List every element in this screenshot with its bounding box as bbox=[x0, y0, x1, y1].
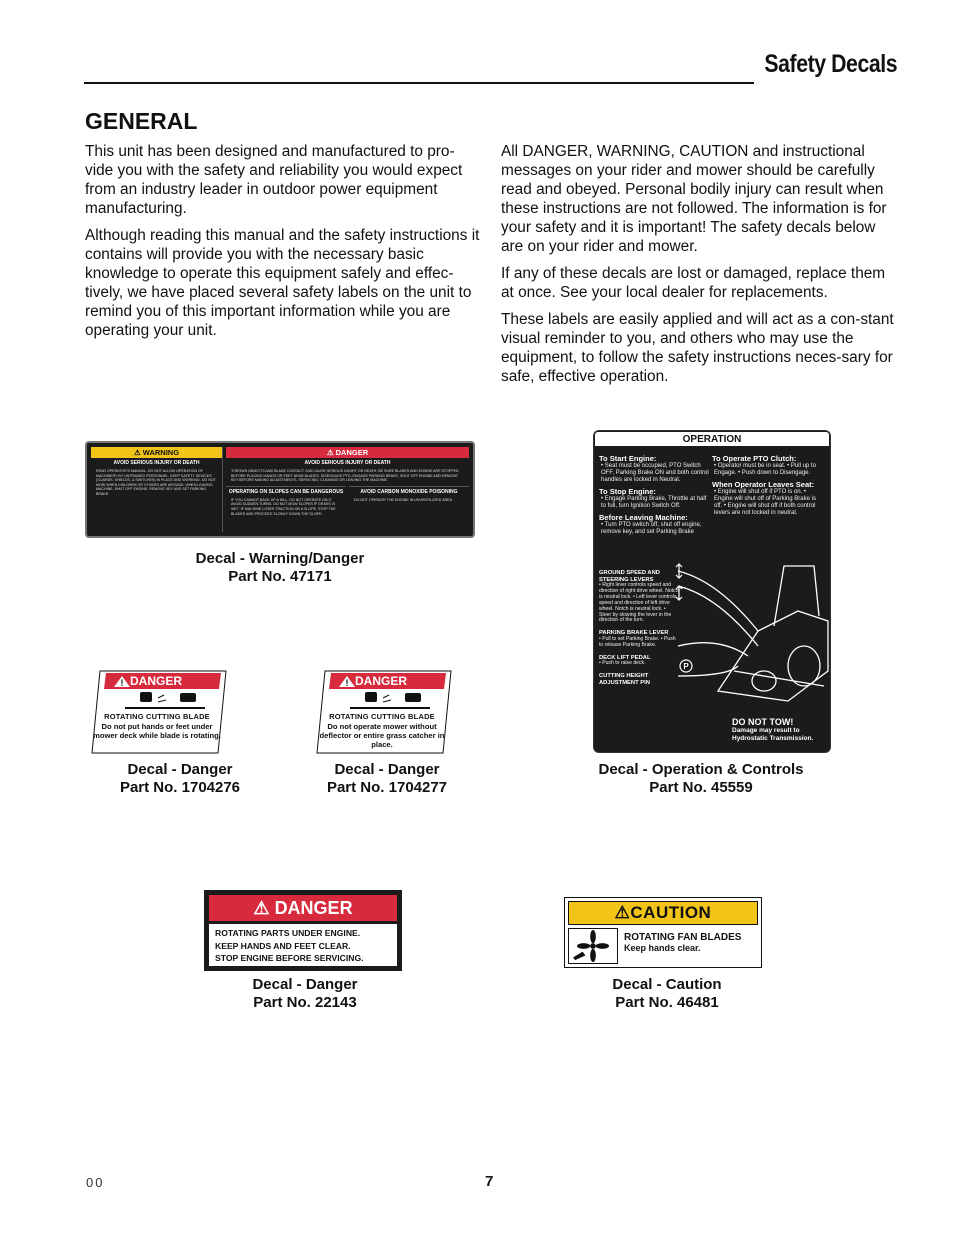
danger-line: ROTATING PARTS UNDER ENGINE. bbox=[215, 928, 361, 938]
ground-speed-text: • Right lever controls speed and direction of right drive wheel. Notch is neutral lock. • Left lever controls speed and direction of left drive wheel. Notch is neutral lock. • Steer by slowing the lever in the direction of the turn. bbox=[599, 582, 679, 624]
danger-band: ⚠ DANGER bbox=[209, 895, 397, 921]
co-heading: AVOID CARBON MONOXIDE POISONING bbox=[360, 488, 458, 495]
mower-illustration bbox=[674, 556, 830, 716]
caption-1704277: Decal - Danger Part No. 1704277 bbox=[326, 761, 448, 796]
deck-lift-text: • Push to raise deck. bbox=[599, 660, 646, 667]
warning-triangle-icon: ⚠ bbox=[253, 898, 275, 918]
caption-warning-danger: Decal - Warning/Danger Part No. 47171 bbox=[195, 550, 365, 585]
leaves-seat-text: • Engine will shut off if PTO is on. • Engine will shut off of Parking Brake is off. • Engine will shut off if both control levers are not locked in neutral. bbox=[714, 489, 816, 516]
caption-1704276: Decal - Danger Part No. 1704276 bbox=[119, 761, 241, 796]
start-heading: To Start Engine: bbox=[599, 454, 657, 463]
svg-text:!: ! bbox=[345, 678, 349, 688]
page-title: Safety Decals bbox=[764, 50, 897, 78]
leave-heading: Before Leaving Machine: bbox=[599, 513, 688, 522]
warning-text: READ OPERATOR'S MANUAL. DO NOT ALLOW OPERATION OF MACHINERY BY UNTRAINED PERSONNEL. KEEP SAFETY DEVICES (GUARDS, SHIELDS, & SWITCHES) IN PLACE AND WORKING. DO NOT MOW WHEN CHILDREN OR OTHERS ARE AROUND. WHEN LEAVING MACHINE, SHUT OFF ENGINE, REMOVE KEY AND SET PARKING BRAKE. bbox=[96, 469, 216, 496]
stop-heading: To Stop Engine: bbox=[599, 487, 656, 496]
up-down-arrow-icon bbox=[676, 564, 682, 578]
caution-line: Keep hands clear. bbox=[624, 943, 701, 953]
slopes-heading: OPERATING ON SLOPES CAN BE DANGEROUS bbox=[228, 488, 344, 495]
stop-text: • Engage Parking Brake, Throttle at half to full, turn Ignition Switch Off. bbox=[601, 496, 707, 509]
pto-heading: To Operate PTO Clutch: bbox=[712, 454, 797, 463]
co-text: DO NOT OPERATE THE ENGINE IN UNVENTILATED AREA. bbox=[354, 497, 453, 502]
caution-line: ROTATING FAN BLADES bbox=[624, 932, 742, 943]
danger-line: STOP ENGINE BEFORE SERVICING. bbox=[215, 953, 364, 963]
danger-subhead: AVOID SERIOUS INJURY OR DEATH bbox=[304, 460, 391, 466]
danger-head: DANGER bbox=[130, 674, 183, 688]
warning-triangle-icon: ⚠ bbox=[614, 903, 631, 922]
decal-warning-danger bbox=[85, 441, 475, 538]
do-not-tow-heading: DO NOT TOW! bbox=[732, 717, 794, 727]
section-heading: GENERAL bbox=[85, 108, 198, 134]
fan-blade-icon bbox=[568, 928, 618, 964]
header-rule bbox=[84, 82, 754, 84]
paragraph: If any of these decals are lost or damaged, replace them at once. See your local dealer for replacements. bbox=[501, 265, 886, 301]
decal-caution-46481 bbox=[564, 897, 762, 968]
footer-code: 00 bbox=[86, 1175, 105, 1190]
decal-operation bbox=[593, 430, 831, 753]
warning-triangle-icon: ⚠ bbox=[133, 448, 143, 457]
left-column bbox=[85, 142, 480, 348]
paragraph: All DANGER, WARNING, CAUTION and instructional messages on your rider and mower should be carefully read and obeyed. Personal bodily injury can result when these instructions are not followed. The information is for your safety and it is important! The safety decals below are on your rider and mower. bbox=[501, 143, 887, 255]
danger-line: KEEP HANDS AND FEET CLEAR. bbox=[215, 940, 351, 951]
operation-title: OPERATION bbox=[594, 431, 830, 447]
danger-head: DANGER bbox=[355, 674, 408, 688]
parking-brake-heading: PARKING BRAKE LEVER bbox=[599, 630, 669, 637]
danger-text: THROWN OBJECTS AND BLADE CONTACT CAN CAUSE SERIOUS INJURY OR DEATH. BE SURE BLADES AND ENGINE ARE STOPPED BEFORE PLACING HANDS OR FEET NEAR BLADES. DISENGAGE PTO, ENGAGE PARKING BRAKE, SHUT OFF ENGINE AND REMOVE KEY BEFORE MAKING ADJUSTMENTS, SERVICING, CLEANING OR LEAVING THE MACHINE. bbox=[231, 469, 459, 483]
warning-subhead: AVOID SERIOUS INJURY OR DEATH bbox=[113, 460, 200, 466]
decal-danger-22143 bbox=[204, 890, 402, 971]
svg-text:P: P bbox=[683, 662, 689, 671]
slopes-text: IF YOU CANNOT BACK UP A HILL, DO NOT OPERATE ON IT. AVOID SUDDEN TURNS. DO NOT MOW SLOPES IF GRASS IS WET. IF MACHINE LOSES TRACTION ON A SLOPE, STOP THE BLADES AND PROCEED SLOWLY DOWN THE SLOPE. bbox=[231, 497, 336, 516]
up-down-arrow-icon bbox=[676, 586, 682, 600]
danger-band: ⚠ DANGER bbox=[226, 447, 469, 458]
caption-22143: Decal - Danger Part No. 22143 bbox=[252, 976, 358, 1011]
right-column bbox=[501, 142, 896, 394]
blade-label: ROTATING CUTTING BLADE bbox=[104, 712, 210, 721]
decal-danger-1704276 bbox=[90, 670, 228, 754]
start-text: • Seat must be occupied, PTO Switch OFF, Parking Brake ON and both control handles are locked in Neutral. bbox=[601, 463, 709, 483]
page-number: 7 bbox=[485, 1173, 494, 1190]
blade-label: ROTATING CUTTING BLADE bbox=[329, 712, 435, 721]
danger-body: Do not operate mower without deflector or entire grass catcher in place. bbox=[319, 722, 445, 749]
deck-lift-heading: DECK LIFT PEDAL bbox=[599, 654, 651, 661]
caption-operation: Decal - Operation & Controls Part No. 45559 bbox=[598, 761, 804, 796]
parking-brake-text: • Pull to set Parking Brake. • Push to release Parking Brake. bbox=[599, 635, 676, 648]
paragraph: Although reading this manual and the safety instructions it contains will provide you with the necessary basic knowledge to operate this equipment safely and effec-tively, we have placed several safety labels on the unit to remind you of this important information while you are operating your unit. bbox=[85, 227, 480, 339]
leave-text: • Turn PTO switch off, shut off engine, remove key, and set Parking Brake bbox=[601, 522, 702, 535]
svg-text:!: ! bbox=[120, 678, 124, 688]
decal-danger-1704277 bbox=[315, 670, 453, 754]
paragraph: These labels are easily applied and will act as a con-stant visual reminder to you, and others who may use the equipment, to follow the safety instructions neces-sary for safe, effective operation. bbox=[501, 311, 894, 385]
danger-body: Do not put hands or feet under mower deck while blade is rotating. bbox=[93, 722, 221, 740]
cutting-height-heading: CUTTING HEIGHT ADJUSTMENT PIN bbox=[599, 673, 650, 686]
warning-triangle-icon: ⚠ bbox=[326, 448, 336, 457]
caption-46481: Decal - Caution Part No. 46481 bbox=[612, 976, 722, 1011]
caution-band: ⚠ CAUTION bbox=[568, 901, 758, 925]
pto-text: • Operator must be in seat. • Pull up to Engage. • Push down to Disengage. bbox=[714, 463, 816, 476]
do-not-tow-text: Damage may result to Hydrostatic Transmission. bbox=[732, 727, 814, 742]
ground-speed-heading: GROUND SPEED AND STEERING LEVERS bbox=[599, 570, 660, 583]
paragraph: This unit has been designed and manufactured to pro-vide you with the safety and reliability you would expect from an industry leader in outdoor power equipment manufacturing. bbox=[85, 143, 463, 217]
leaves-seat-heading: When Operator Leaves Seat: bbox=[712, 480, 815, 489]
warning-band: ⚠ WARNING bbox=[91, 447, 222, 458]
